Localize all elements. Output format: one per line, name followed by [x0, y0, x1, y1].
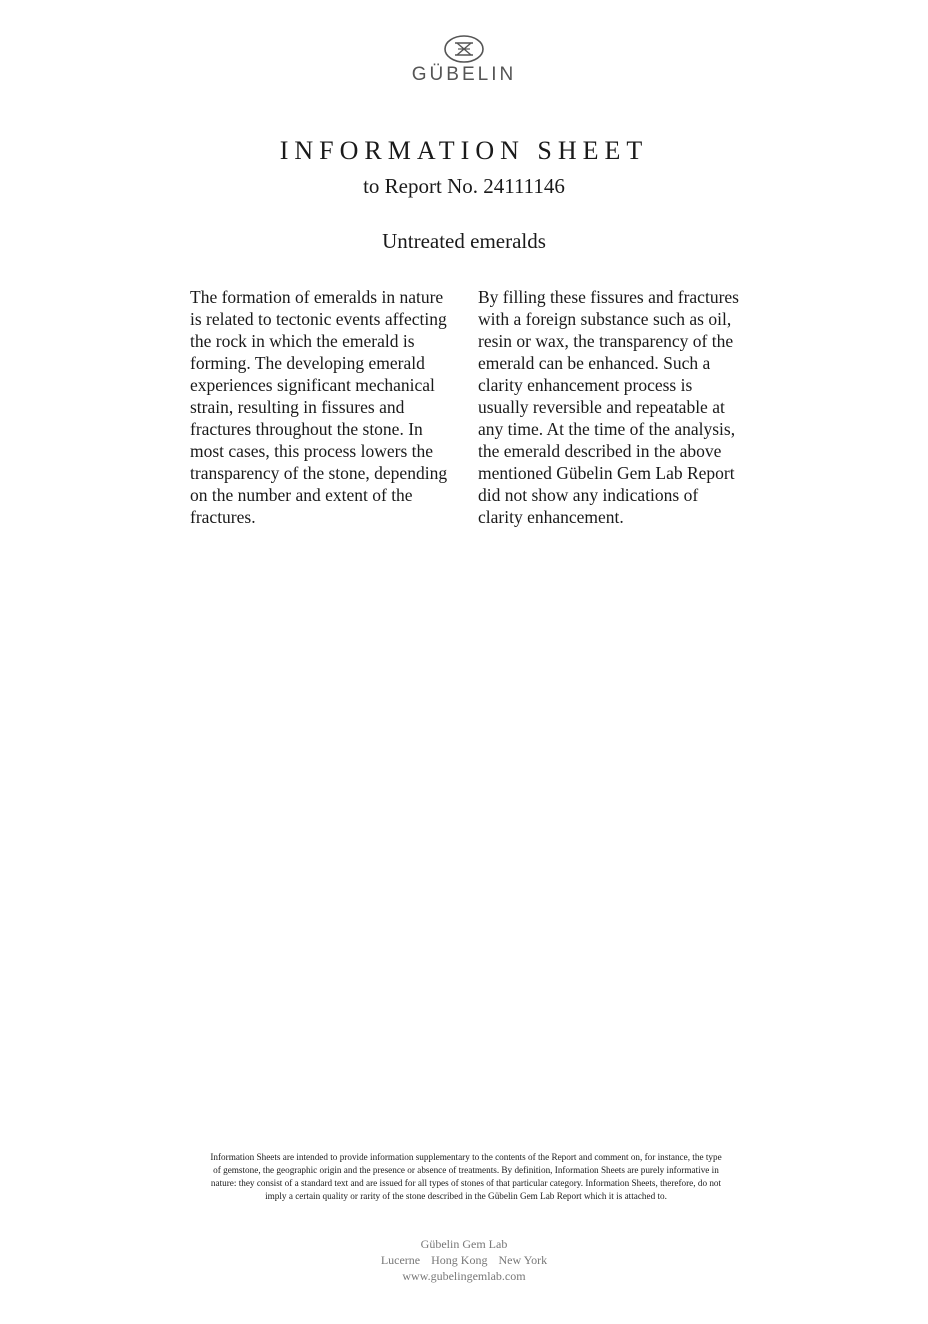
report-number: to Report No. 24111146 — [363, 174, 565, 198]
footer — [0, 1236, 928, 1284]
text-line: transparency of the stone, depending — [190, 463, 448, 483]
disclaimer-line: of gemstone, the geographic origin and the presence or absence of treatments. By definition, Information Sheets are purely informative in — [213, 1165, 719, 1175]
text-line: most cases, this process lowers the — [190, 441, 434, 461]
city-lucerne: Lucerne — [380, 1253, 421, 1267]
text-line: strain, resulting in fissures and — [190, 397, 405, 417]
text-line: fractures throughout the stone. In — [190, 419, 423, 439]
text-line: By filling these fissures and fractures — [478, 287, 739, 307]
disclaimer-line: imply a certain quality or rarity of the stone described in the Gübelin Gem Lab Report which it is attached to. — [265, 1191, 667, 1201]
gubelin-emblem-icon — [443, 34, 485, 64]
footer-website: www.gubelingemlab.com — [402, 1269, 526, 1283]
text-line: with a foreign substance such as oil, — [478, 309, 732, 329]
text-line: emerald can be enhanced. Such a — [478, 353, 711, 373]
text-line: mentioned Gübelin Gem Lab Report — [478, 463, 735, 483]
text-line: the emerald described in the above — [478, 441, 722, 461]
text-line: clarity enhancement. — [478, 507, 624, 527]
body-column-right — [478, 286, 753, 528]
body-column-left — [190, 286, 465, 528]
section-heading: Untreated emeralds — [382, 229, 546, 253]
text-line: usually reversible and repeatable at — [478, 397, 725, 417]
disclaimer-line: Information Sheets are intended to provide information supplementary to the contents of the Report and comment on, for instance, the type — [210, 1152, 722, 1162]
document-title: INFORMATION SHEET — [279, 136, 649, 165]
text-line: is related to tectonic events affecting — [190, 309, 447, 329]
footer-cities — [0, 1252, 928, 1268]
text-line: The formation of emeralds in nature — [190, 287, 444, 307]
city-new-york: New York — [498, 1253, 548, 1267]
text-line: experiences significant mechanical — [190, 375, 435, 395]
text-line: resin or wax, the transparency of the — [478, 331, 734, 351]
text-line: any time. At the time of the analysis, — [478, 419, 736, 439]
text-line: clarity enhancement process is — [478, 375, 693, 395]
city-hong-kong: Hong Kong — [431, 1253, 488, 1267]
text-line: on the number and extent of the — [190, 485, 413, 505]
disclaimer — [188, 1151, 744, 1203]
text-line: did not show any indications of — [478, 485, 699, 505]
text-line: forming. The developing emerald — [190, 353, 425, 373]
disclaimer-line: nature: they consist of a standard text and are issued for all types of stones of that particular category. Information Sheets, therefore, do not — [210, 1178, 722, 1188]
brand-logo — [0, 34, 928, 86]
text-line: the rock in which the emerald is — [190, 331, 415, 351]
footer-lab-name: Gübelin Gem Lab — [420, 1237, 508, 1251]
brand-wordmark: GÜBELIN — [411, 64, 517, 85]
text-line: fractures. — [190, 507, 256, 527]
